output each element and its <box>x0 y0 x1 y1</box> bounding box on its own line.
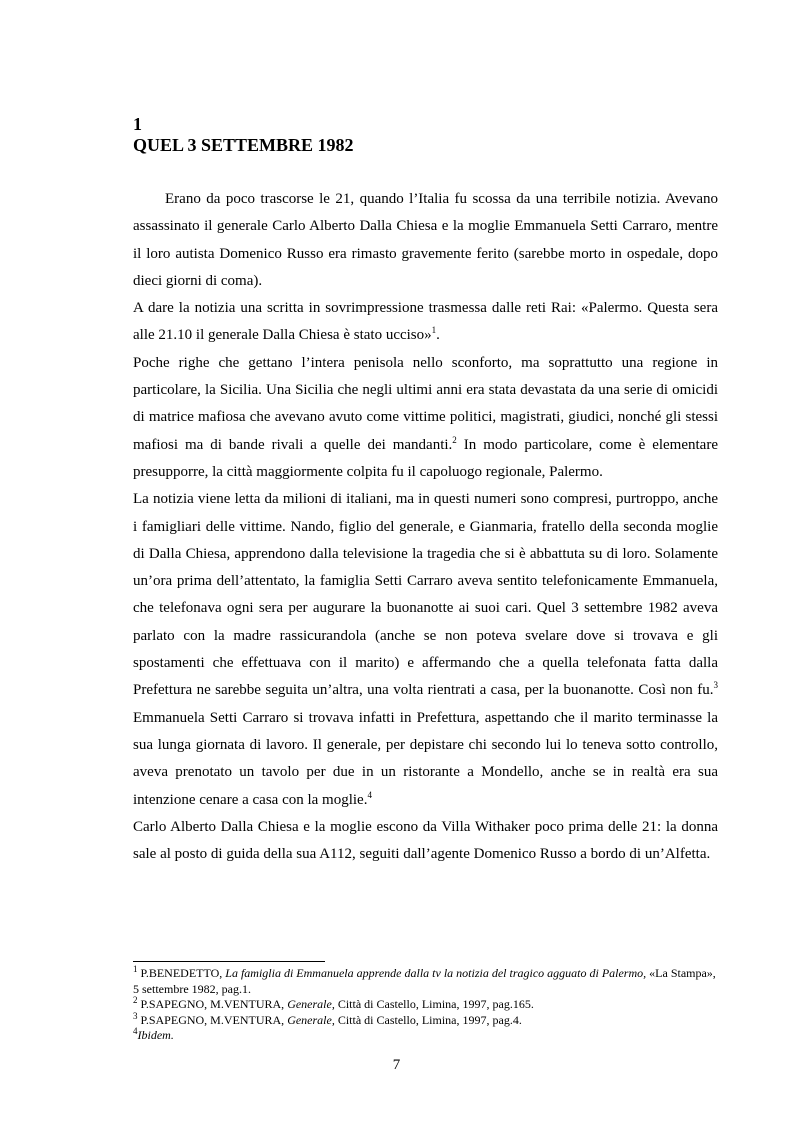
footnote-number: 4 <box>133 1026 138 1036</box>
footnote-ref: 1 <box>431 325 437 336</box>
paragraph-text: A dare la notizia una scritta in sovrimpressione trasmessa dalle reti Rai: «Palermo. Questa sera alle 21.10 il generale Dalla Chiesa è stato ucciso» <box>133 300 718 344</box>
footnote-number: 1 <box>133 964 138 974</box>
paragraph <box>133 486 718 814</box>
footnote <box>133 1028 718 1044</box>
footnote-italic-title: Generale, <box>287 997 335 1011</box>
footnote-italic-title: Ibidem. <box>137 1028 174 1042</box>
paragraph-text: Emmanuela Setti Carraro si trovava infatti in Prefettura, aspettando che il marito terminasse la sua lunga giornata di lavoro. Il generale, per depistare chi secondo lui lo teneva sotto controllo, aveva prenotato un tavolo per due in un ristorante a Mondello, anche se in realtà era sua intenzione cenare a casa con la moglie. <box>133 709 718 808</box>
footnote-text: P.SAPEGNO, M.VENTURA, <box>137 1012 288 1027</box>
paragraph-text: In modo particolare, come è elementare presupporre, la città maggiormente colpita fu il capoluogo regionale, Palermo. <box>133 436 718 480</box>
paragraph-text: . <box>436 327 440 344</box>
footnote-text: Città di Castello, Limina, 1997, pag.165. <box>334 997 534 1011</box>
footnote-italic-title: Generale, <box>287 1012 335 1027</box>
paragraph-text: Erano da poco trascorse le 21, quando l’Italia fu scossa da una terribile notizia. Avevano assassinato il generale Carlo Alberto Dalla Chiesa e la moglie Emmanuela Setti Carraro, mentre il loro autista Domenico Russo era rimasto gravemente ferito (sarebbe morto in ospedale, dopo dieci giorni di coma). <box>133 191 718 289</box>
footnote-number: 3 <box>133 1010 138 1021</box>
paragraph-text: Poche righe che gettano l’intera penisola nello sconforto, ma soprattutto una regione in particolare, la Sicilia. Una Sicilia che negli ultimi anni era stata devastata da una serie di omicidi di matrice mafiosa che avevano avuto come vittime politici, magistrati, giudici, nonché gli stessi mafiosi ma di bande rivali a quelle dei mandanti. <box>133 354 718 453</box>
paragraph-text: Carlo Alberto Dalla Chiesa e la moglie escono da Villa Withaker poco prima delle 21: la donna sale al posto di guida della sua A112, seguiti dall’agente Domenico Russo a bordo di un’Alfetta. <box>133 818 718 863</box>
body-text <box>133 186 718 868</box>
footnote <box>133 966 718 997</box>
footnote-text: P.SAPEGNO, M.VENTURA, <box>137 997 288 1011</box>
footnote-ref: 2 <box>452 434 457 445</box>
footnote-ref: 3 <box>713 680 718 691</box>
footnote-text: P.BENEDETTO, <box>137 966 226 980</box>
chapter-number: 1 <box>133 114 142 134</box>
page-number: 7 <box>392 1057 401 1073</box>
footnote <box>133 1010 718 1029</box>
paragraph <box>133 295 718 350</box>
paragraph <box>133 186 718 295</box>
footnote <box>133 997 718 1013</box>
footnote-ref: 4 <box>367 789 372 800</box>
footnote-separator <box>133 961 325 962</box>
footnote-text: Città di Castello, Limina, 1997, pag.4. <box>334 1012 522 1027</box>
footnote-number: 2 <box>133 995 138 1005</box>
paragraph-text: La notizia viene letta da milioni di italiani, ma in questi numeri sono compresi, purtroppo, anche i famigliari delle vittime. Nando, figlio del generale, e Gianmaria, fratello della seconda moglie di Dalla Chiesa, apprendono dalla televisione la tragedia che si è abbattuta su di loro. Solamente un’ora prima dell’attentato, la famiglia Setti Carraro aveva sentito telefonicamente Emmanuela, che telefonava ogni sera per augurare la buonanotte ai suoi cari. Quel 3 settembre 1982 aveva parlato con la madre rassicurandola (anche se non poteva svelare dove si trovava e gli spostamenti che effettuava con il marito) e affermando che a quella telefonata fatta dalla Prefettura ne sarebbe seguita un’altra, una volta rientrati a casa, per la buonanotte. Così non fu. <box>133 491 718 699</box>
footnote-italic-title: La famiglia di Emmanuela apprende dalla tv la notizia del tragico agguato di Palermo, <box>225 966 647 980</box>
footnotes <box>133 966 718 1044</box>
paragraph <box>133 350 718 486</box>
footnote-text: «La Stampa», 5 settembre 1982, pag.1. <box>133 966 716 996</box>
chapter-title: QUEL 3 SETTEMBRE 1982 <box>133 135 354 155</box>
paragraph <box>133 814 718 869</box>
